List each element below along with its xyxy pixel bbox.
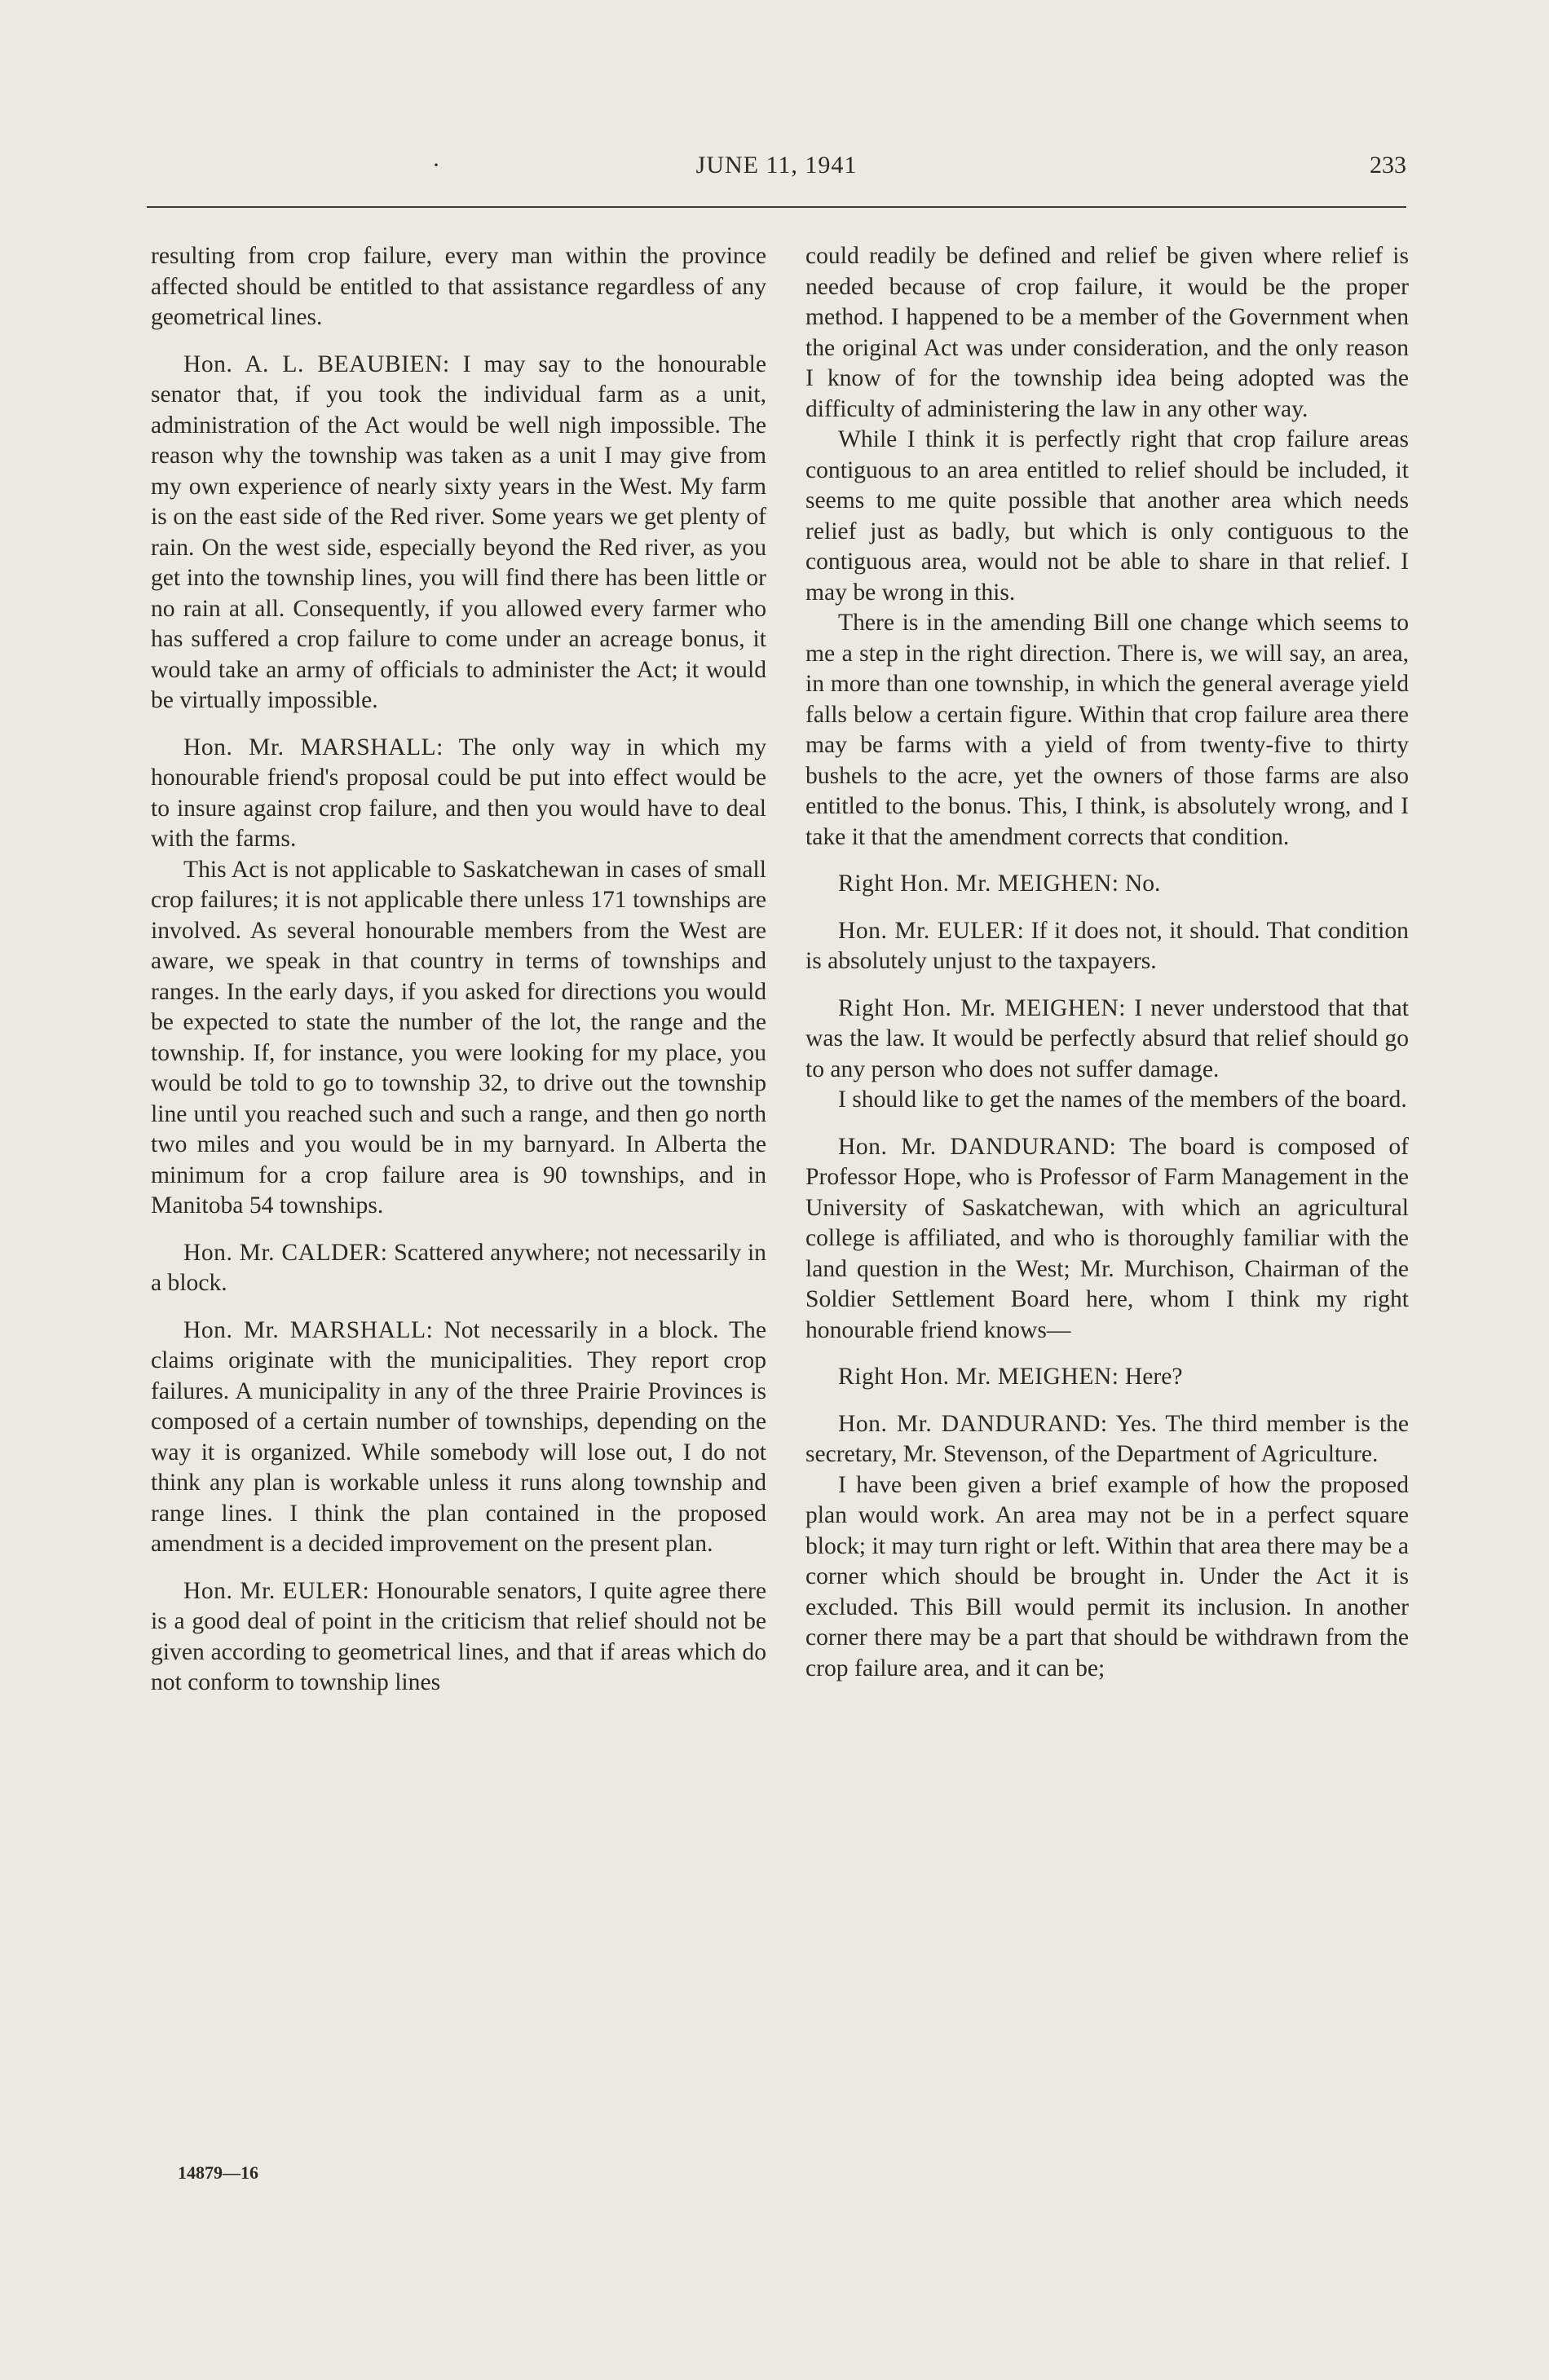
speaker-name: Hon. Mr. EULER: <box>183 1577 370 1604</box>
page-header <box>147 147 1406 187</box>
speech-paragraph <box>151 1316 766 1560</box>
paragraph-text: No. <box>1119 870 1161 897</box>
speech-paragraph <box>805 869 1409 900</box>
speech-paragraph <box>151 1576 766 1699</box>
paragraph <box>151 855 766 1222</box>
footer-code: 14879—16 <box>178 2162 258 2183</box>
paragraph-text: This Act is not applicable to Saskatchewan in cases of small crop failures; it is not applicable there unless 171 townships are involved. As several honourable members from the West are aware, we speak in that country in terms of townships and ranges. In the early days, if you asked for directions you would be expected to state the number of the lot, the range and the township. If, for instance, you were looking for my place, you would be told to go to township 32, to drive out the township line until you reached such and such a range, and then go north two miles and you would be in my barnyard. In Alberta the minimum for a crop failure area is 90 townships, and in Manitoba 54 townships. <box>151 856 766 1219</box>
paragraph-text: could readily be defined and relief be given where relief is needed because of crop failure, it would be the proper method. I happened to be a member of the Government when the original Act was under consideration, and the only reason I know of for the township idea being adopted was the difficulty of administering the law in any other way. <box>805 243 1409 422</box>
continued-paragraph <box>151 241 766 333</box>
paragraph-text: There is in the amending Bill one change which seems to me a step in the right direction. There is, we will say, an area, in more than one township, in which the general average yield falls below a certain figure. Within that crop failure area there may be farms with a yield of from twenty-five to thirty bushels to the acre, yet the owners of those farms are also entitled to the bonus. This, I think, is absolutely wrong, and I take it that the amendment corrects that condition. <box>805 610 1409 850</box>
right-column <box>805 241 1409 1684</box>
paragraph <box>805 425 1409 608</box>
paragraph <box>805 1470 1409 1685</box>
paragraph-text: Not necessarily in a block. The claims originate with the municipalities. They report crop failures. A municipality in any of the three Prairie Provinces is composed of a certain number of townships, depending on the way it is organized. While somebody will lose out, I do not think any plan is workable unless it runs along township and range lines. I think the plan contained in the proposed amendment is a decided improvement on the present plan. <box>151 1316 766 1557</box>
paragraph-text: Here? <box>1119 1364 1183 1390</box>
paragraph-text: I have been given a brief example of how the proposed plan would work. An area may not be in a perfect square block; it may turn right or left. Within that area there may be a corner which should be brought in. Under the Act it is excluded. This Bill would permit its inclusion. In another corner there may be a part that should be withdrawn from the crop failure area, and it can be; <box>805 1471 1409 1681</box>
speaker-name: Hon. Mr. DANDURAND: <box>838 1410 1108 1437</box>
speech-paragraph <box>151 733 766 855</box>
left-column <box>151 241 766 1699</box>
paragraph-text: While I think it is perfectly right that crop failure areas contiguous to an area entitled to relief should be included, it seems to me quite possible that another area which needs relief just as badly, but which is only contiguous to the contiguous area, would not be able to share in that relief. I may be wrong in this. <box>805 426 1409 606</box>
speech-paragraph <box>805 994 1409 1086</box>
paragraph <box>805 608 1409 853</box>
speaker-name: Hon. Mr. MARSHALL: <box>183 734 444 760</box>
paragraph-text: I may say to the honourable senator that, if you took the individual farm as a unit, administration of the Act would be well nigh impossible. The reason why the township was taken as a unit I may give from my own experience of nearly sixty years in the West. My farm is on the east side of the Red river. Some years we get plenty of rain. On the west side, especially beyond the Red river, as you get into the township lines, you will find there has been little or no rain at all. Consequently, if you allowed every farmer who has suffered a crop failure to come under an acreage bonus, it would take an army of officials to administer the Act; it would be virtually impossible. <box>151 350 766 713</box>
paragraph-text: resulting from crop failure, every man within the province affected should be entitled to that assistance regardless of any geometrical lines. <box>151 243 766 330</box>
speaker-name: Right Hon. Mr. MEIGHEN: <box>838 994 1126 1021</box>
paragraph-text: The only way in which my honourable friend's proposal could be put into effect would be to insure against crop failure, and then you would have to deal with the farms. <box>151 734 766 852</box>
speaker-name: Right Hon. Mr. MEIGHEN: <box>838 1364 1119 1390</box>
speech-paragraph <box>805 916 1409 977</box>
speech-paragraph <box>805 1409 1409 1470</box>
speaker-name: Hon. Mr. DANDURAND: <box>838 1133 1117 1160</box>
speech-paragraph <box>151 1238 766 1299</box>
paragraph-text: I should like to get the names of the members of the board. <box>838 1086 1407 1113</box>
speech-paragraph <box>151 350 766 716</box>
paragraph-text: If it does not, it should. That condition is absolutely unjust to the taxpayers. <box>805 917 1409 974</box>
speaker-name: Hon. Mr. EULER: <box>838 917 1025 944</box>
paragraph-text: I never understood that that was the law. It would be perfectly absurd that relief should go to any person who does not suffer damage. <box>805 994 1409 1082</box>
speaker-name: Hon. A. L. BEAUBIEN: <box>183 350 450 377</box>
paragraph-text: Scattered anywhere; not necessarily in a block. <box>151 1239 766 1296</box>
page-date-title: JUNE 11, 1941 <box>695 152 858 178</box>
continued-paragraph <box>805 241 1409 425</box>
speech-paragraph <box>805 1362 1409 1393</box>
paragraph-text: Honourable senators, I quite agree there is a good deal of point in the criticism that relief should not be given according to geometrical lines, and that if areas which do not conform to township lines <box>151 1577 766 1695</box>
header-mark: · <box>432 152 440 178</box>
paragraph <box>805 1085 1409 1116</box>
header-rule <box>147 206 1406 208</box>
speaker-name: Right Hon. Mr. MEIGHEN: <box>838 870 1119 897</box>
speech-paragraph <box>805 1132 1409 1346</box>
speaker-name: Hon. Mr. MARSHALL: <box>183 1316 434 1343</box>
page-number: 233 <box>1370 152 1406 178</box>
speaker-name: Hon. Mr. CALDER: <box>183 1239 388 1266</box>
paragraph-text: Yes. The third member is the secretary, Mr. Stevenson, of the Department of Agriculture. <box>805 1410 1409 1467</box>
paragraph-text: The board is composed of Professor Hope, who is Professor of Farm Management in the University of Saskatchewan, with which an agricultural college is affiliated, and who is thoroughly familiar with the land question in the West; Mr. Murchison, Chairman of the Soldier Settlement Board here, whom I think my right honourable friend knows— <box>805 1133 1409 1343</box>
